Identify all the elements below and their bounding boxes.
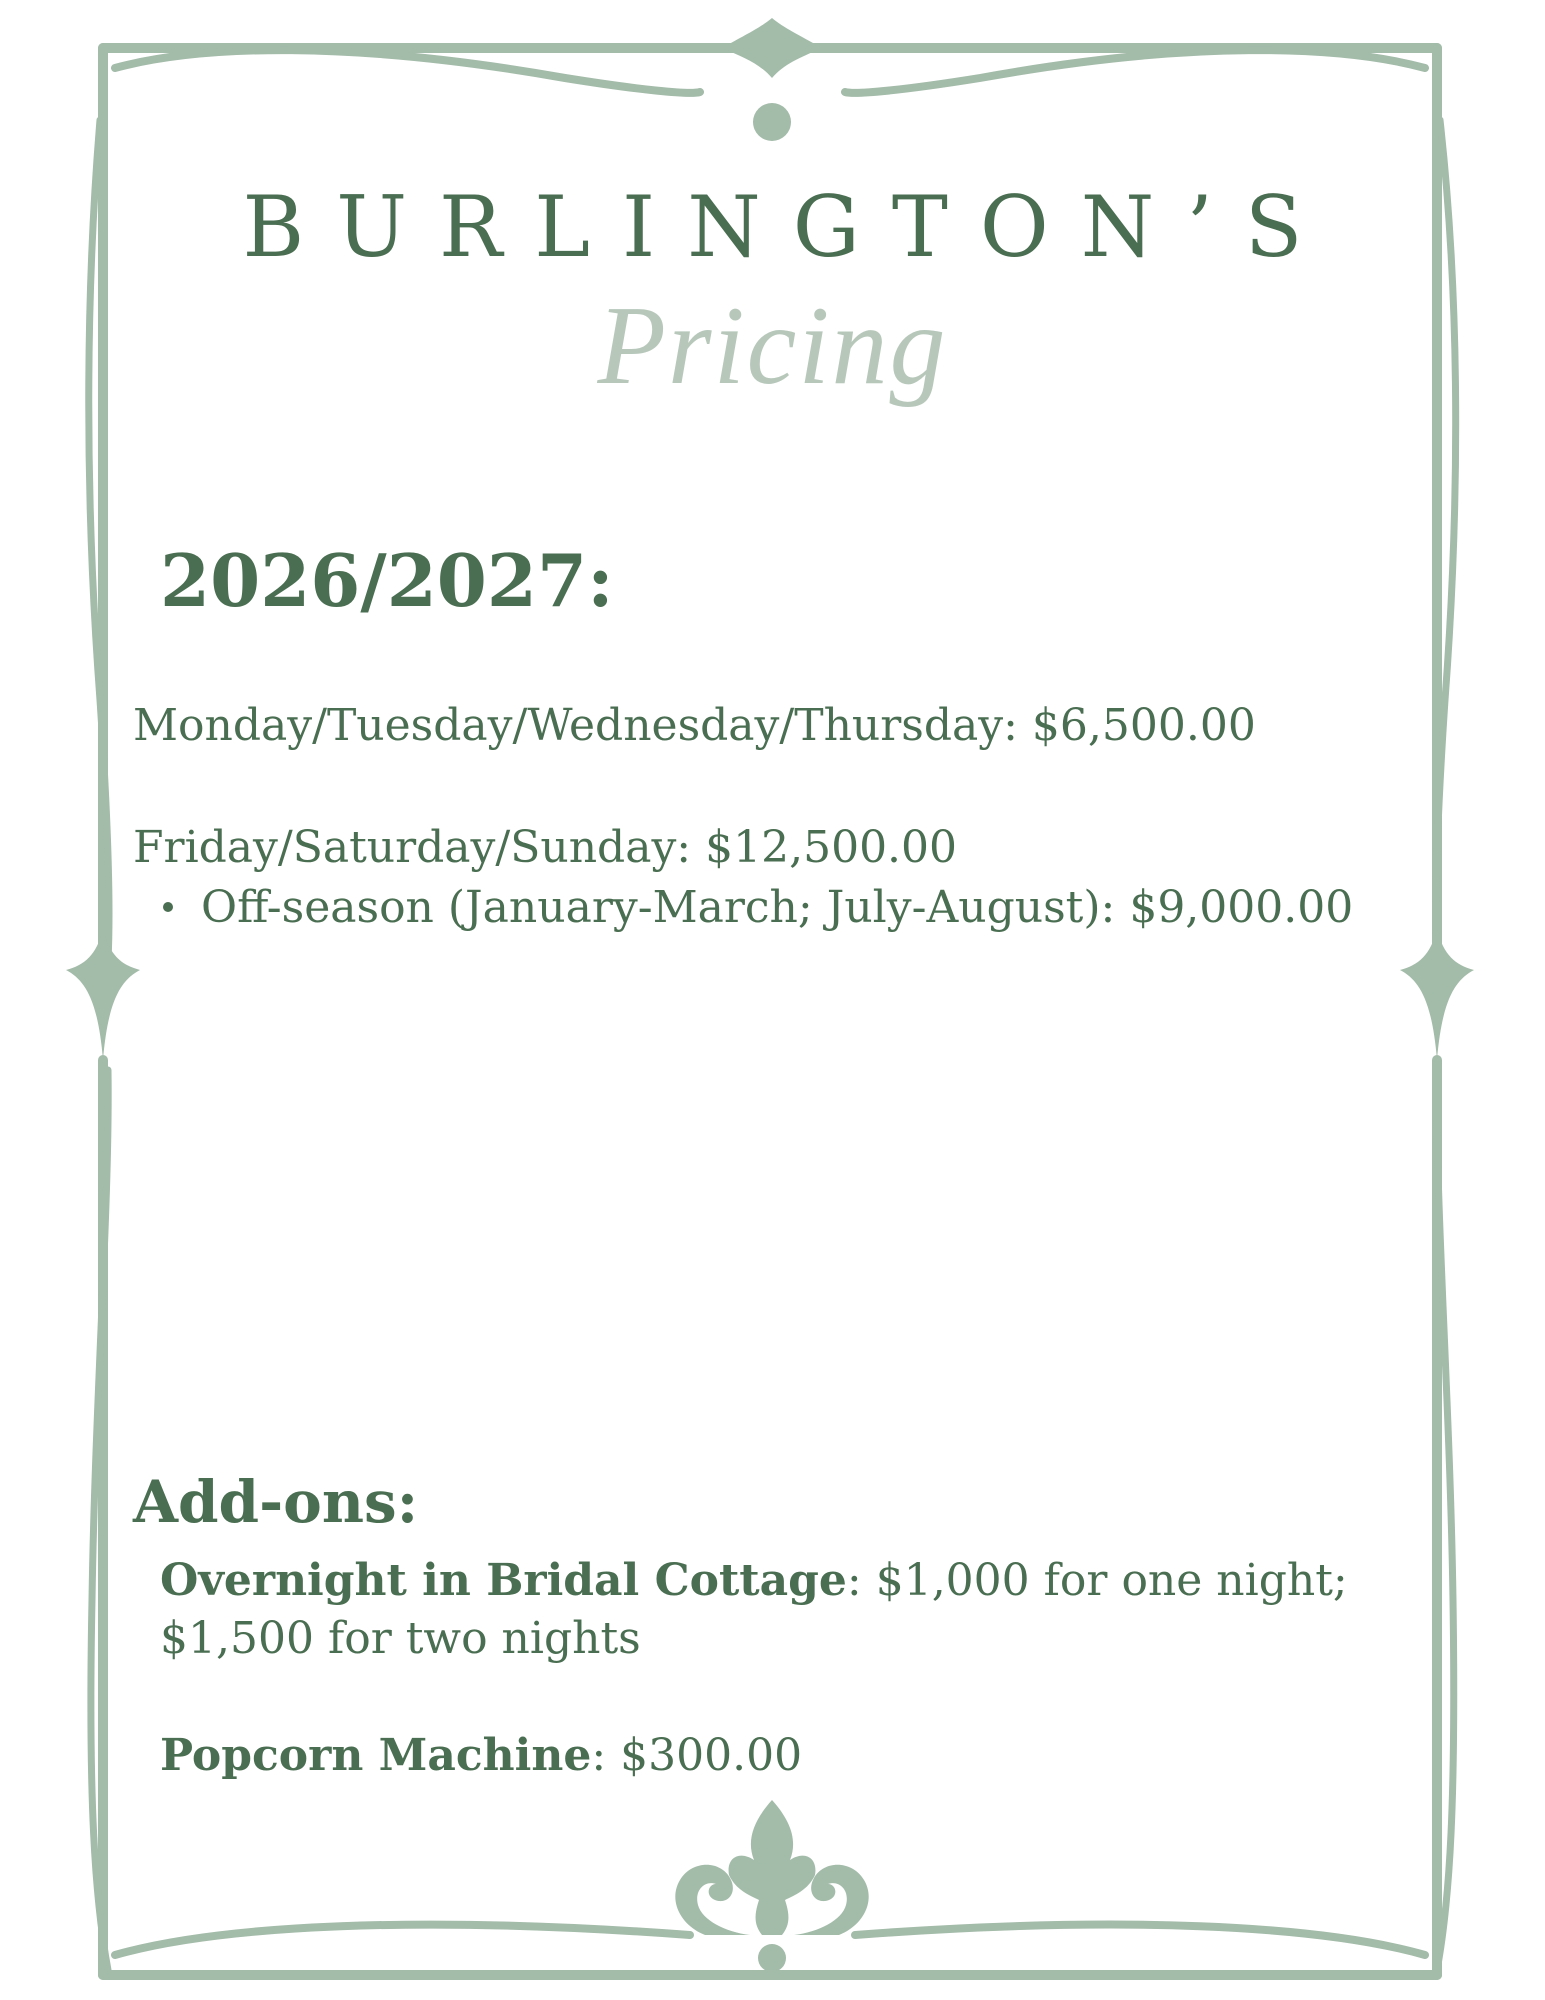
- brand-title: BURLINGTON’S: [242, 178, 1335, 276]
- addon-popcorn-label: Popcorn Machine: [160, 1730, 592, 1781]
- offseason-bullet: [163, 882, 1353, 933]
- addon-cottage-line1: [160, 1555, 1348, 1606]
- year-heading: 2026/2027:: [160, 538, 614, 623]
- addon-cottage-price: : $1,000 for one night;: [846, 1555, 1348, 1606]
- addon-popcorn: [160, 1730, 802, 1781]
- bullet-icon: [163, 902, 173, 912]
- weekday-rate: Monday/Tuesday/Wednesday/Thursday: $6,500.00: [133, 700, 1256, 751]
- addon-cottage-label: Overnight in Bridal Cottage: [160, 1555, 847, 1606]
- pricing-subtitle: Pricing: [597, 284, 948, 408]
- offseason-rate: Off-season (January-March; July-August): $9,000.00: [201, 882, 1354, 933]
- addon-popcorn-price: : $300.00: [591, 1730, 803, 1781]
- addons-heading: Add-ons:: [133, 1468, 419, 1536]
- addon-cottage-line2: $1,500 for two nights: [160, 1613, 641, 1664]
- weekend-rate: Friday/Saturday/Sunday: $12,500.00: [133, 822, 958, 873]
